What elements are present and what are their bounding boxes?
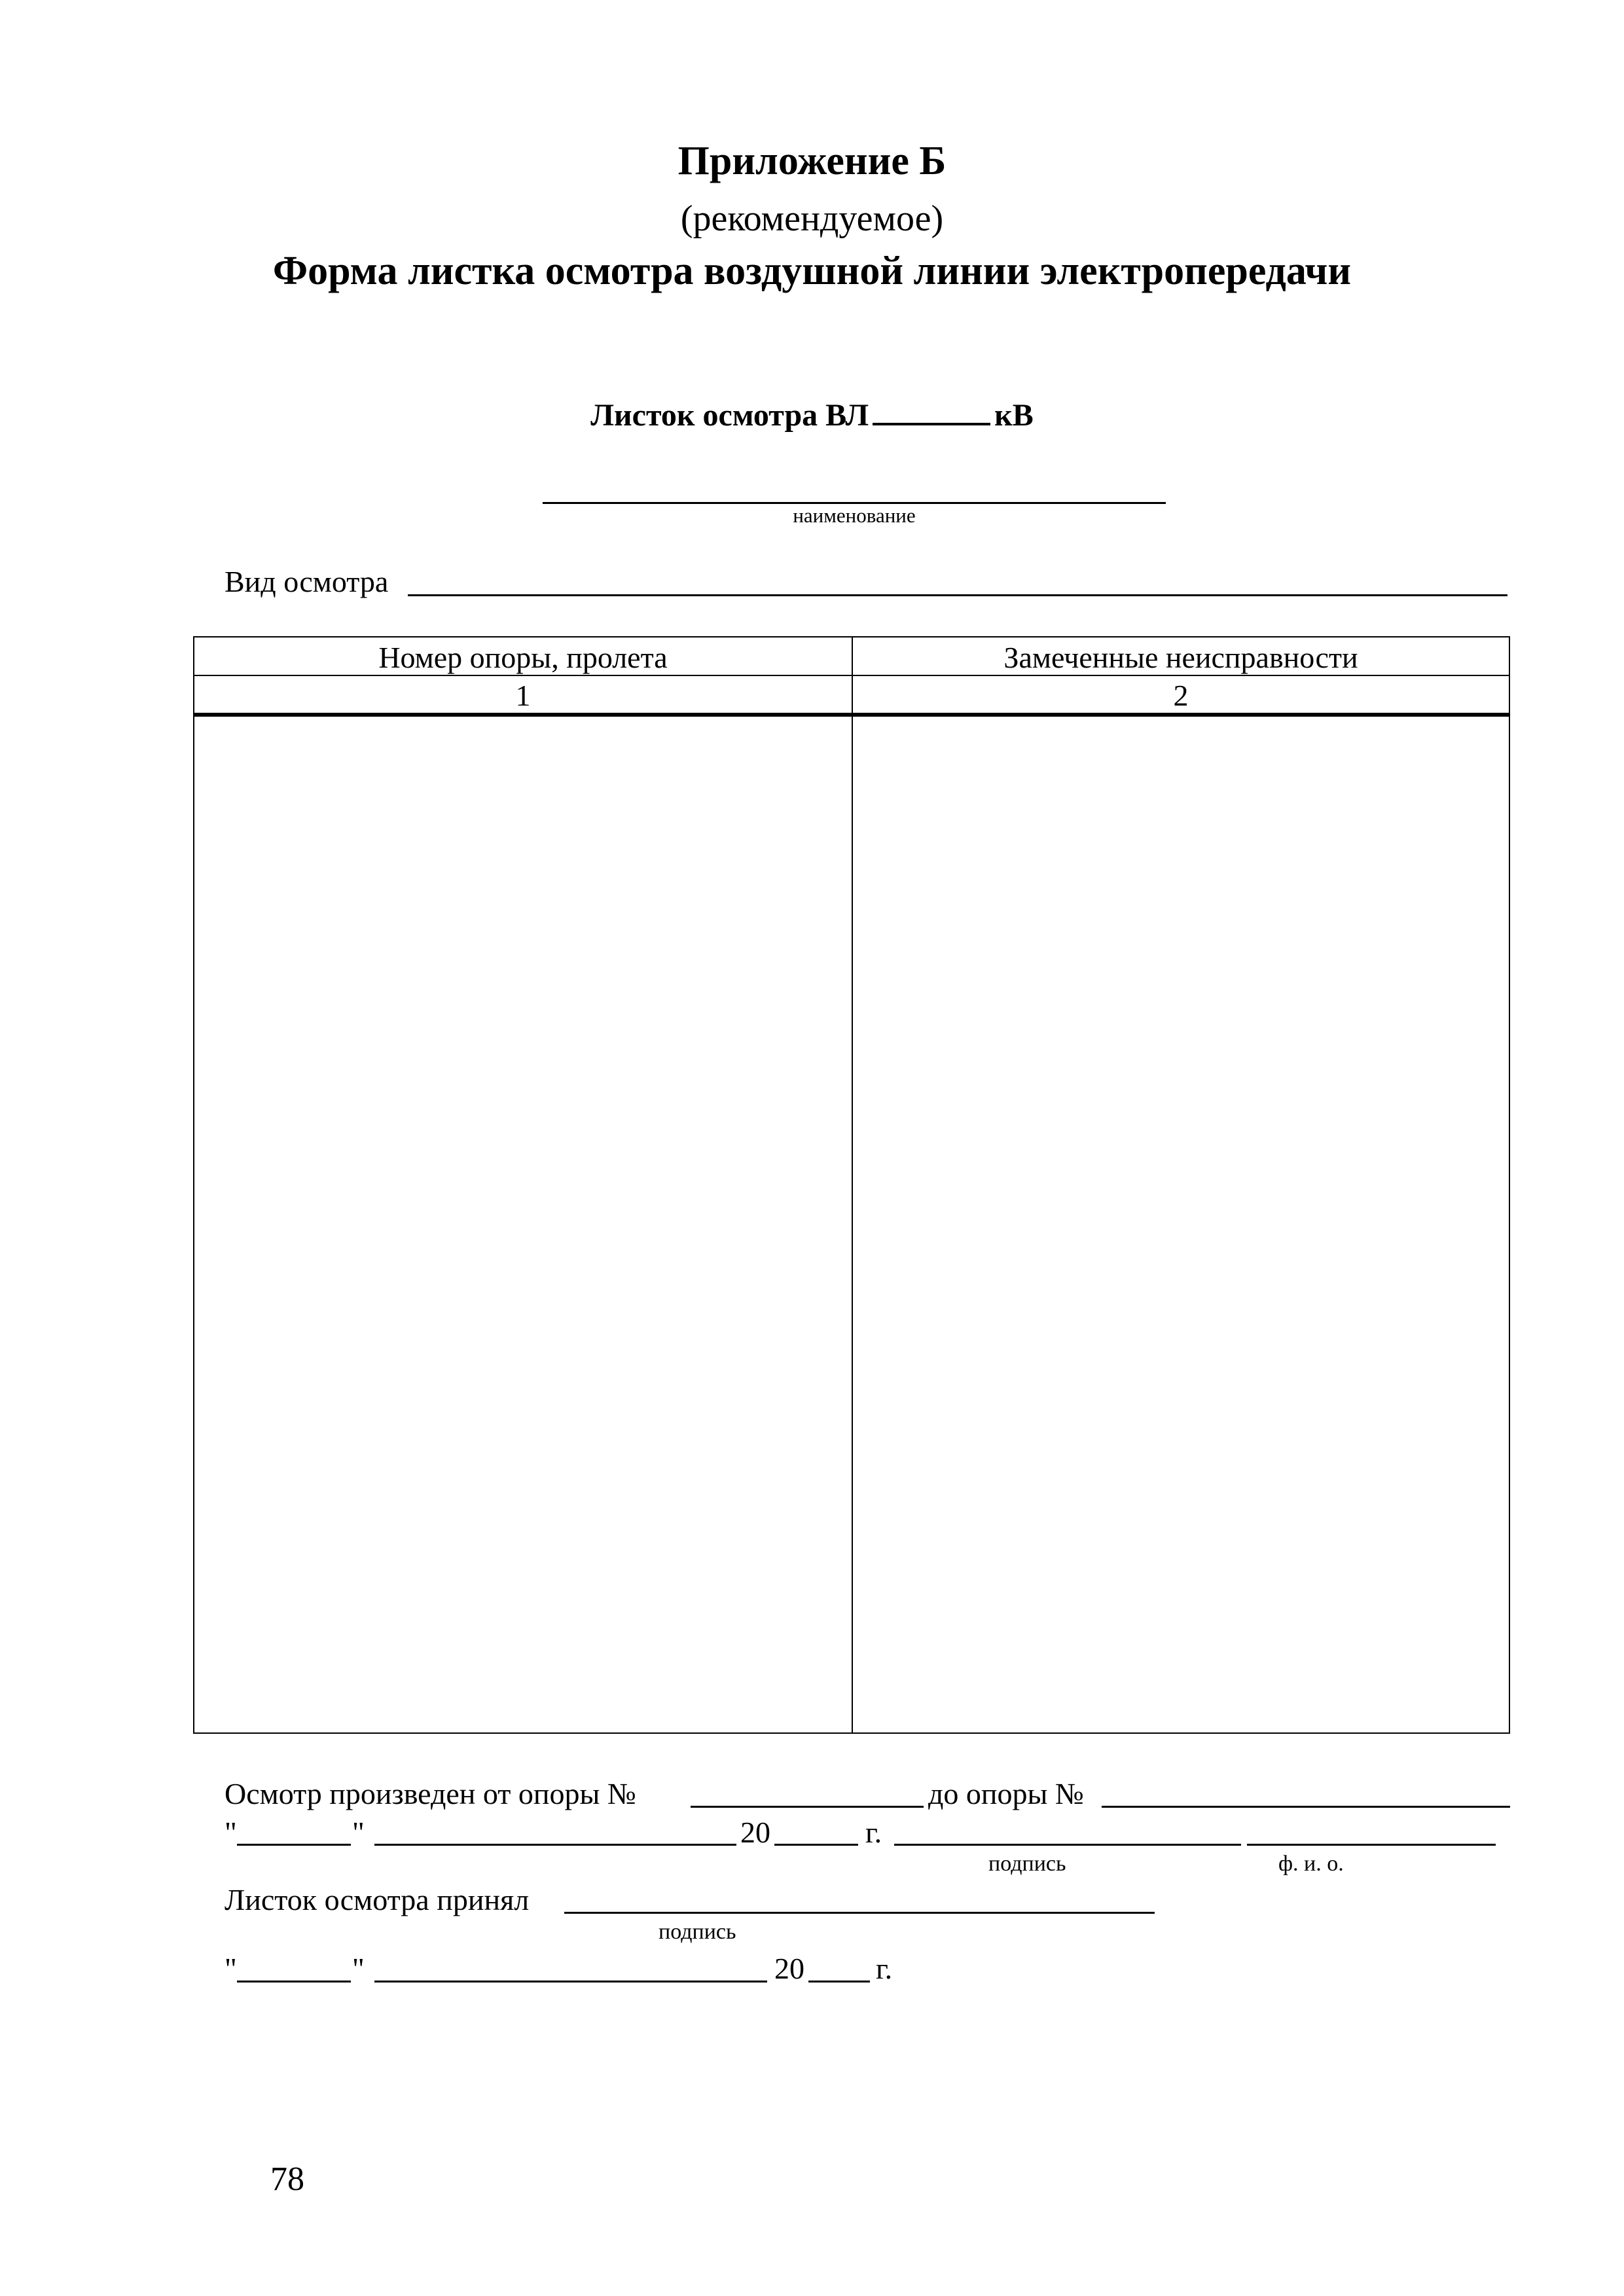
column-header-support-number: Номер опоры, пролета xyxy=(378,641,668,674)
date-quote-close: " xyxy=(352,1816,365,1849)
inspection-to-label: до опоры № xyxy=(928,1777,1084,1810)
accepted-by-label: Листок осмотра принял xyxy=(225,1883,530,1916)
column-number-1: 1 xyxy=(515,679,531,712)
from-support-field[interactable] xyxy=(691,1806,924,1808)
inspection-type-field[interactable] xyxy=(408,594,1507,596)
date-month-field[interactable] xyxy=(374,1844,736,1846)
year-prefix: 20 xyxy=(740,1816,770,1849)
signature-caption: подпись xyxy=(988,1852,1066,1876)
accepted-date-day-field[interactable] xyxy=(237,1981,351,1982)
accepted-date-month-field[interactable] xyxy=(374,1981,767,1982)
inspection-type-label: Вид осмотра xyxy=(225,565,389,598)
accepted-date-quote-open: " xyxy=(225,1952,237,1985)
form-title: Форма листка осмотра воздушной линии электропередачи xyxy=(272,249,1352,293)
sheet-title-suffix: кВ xyxy=(994,398,1034,433)
page-number: 78 xyxy=(270,2161,304,2198)
fio-caption: ф. и. о. xyxy=(1278,1852,1344,1876)
appendix-status: (рекомендуемое) xyxy=(680,198,944,239)
date-year-field[interactable] xyxy=(774,1844,858,1846)
year-suffix: г. xyxy=(865,1816,882,1849)
date-day-field[interactable] xyxy=(237,1844,351,1846)
accepted-year-prefix: 20 xyxy=(774,1952,804,1985)
signature-field[interactable] xyxy=(894,1844,1241,1846)
support-number-cell[interactable] xyxy=(194,717,850,1732)
column-header-defects: Замеченные неисправности xyxy=(1003,641,1358,674)
voltage-blank[interactable] xyxy=(873,398,990,425)
accepted-signature-caption: подпись xyxy=(659,1920,736,1944)
table-header-divider xyxy=(193,675,1510,676)
accepted-date-quote-close: " xyxy=(352,1952,365,1985)
sheet-title-prefix: Листок осмотра ВЛ xyxy=(590,398,869,433)
fio-field[interactable] xyxy=(1247,1844,1496,1846)
sheet-title xyxy=(0,398,1624,431)
inspection-from-label: Осмотр произведен от опоры № xyxy=(225,1777,636,1810)
accepted-year-suffix: г. xyxy=(876,1952,893,1985)
accepted-date-year-field[interactable] xyxy=(808,1981,870,1982)
line-name-caption: наименование xyxy=(793,504,916,527)
appendix-title: Приложение Б xyxy=(677,139,947,183)
date-quote-open: " xyxy=(225,1816,237,1849)
defects-cell[interactable] xyxy=(853,717,1509,1732)
accepted-signature-field[interactable] xyxy=(564,1912,1155,1914)
column-number-2: 2 xyxy=(1173,679,1189,712)
to-support-field[interactable] xyxy=(1102,1806,1510,1808)
